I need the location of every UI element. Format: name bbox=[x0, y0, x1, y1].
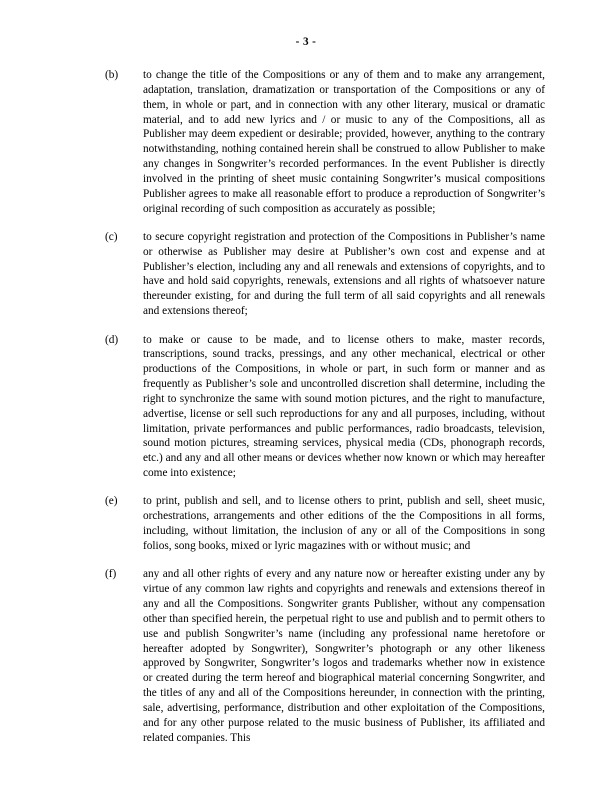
clause-item-e bbox=[105, 494, 545, 553]
clause-text-c: to secure copyright registration and protection of the Compositions in Publisher’s name or otherwise as Publisher may desire at Publisher’s own cost and expense and at Publisher’s election, including any and all renewals and extensions of copyrights, and to have and hold said copyrights, renewals, extensions and all rights of whatsoever nature thereunder existing, for and during the full term of all said copyrights and all renewals and extensions thereof; bbox=[143, 230, 545, 318]
clause-text-b: to change the title of the Compositions or any of them and to make any arrangement, adaptation, translation, dramatization or transportation of the Compositions or any of them, in whole or part, and in connection with any other literary, musical or dramatic material, and to add new lyrics and / or music to any of the Compositions, all as Publisher may deem expedient or desirable; provided, however, anything to the contrary notwithstanding, nothing contained herein shall be construed to allow Publisher to make any changes in Songwriter’s recorded performances. In the event Publisher is directly involved in the printing of sheet music containing Songwriter’s musical compositions Publisher agrees to make all reasonable effort to produce a reproduction of Songwriter’s original recording of such composition as accurately as possible; bbox=[143, 69, 545, 215]
clause-list bbox=[105, 68, 545, 745]
clause-text-f: any and all other rights of every and any nature now or hereafter existing under any by virtue of any common law rights and copyrights and renewals and extensions thereof in any and all the Compositions. Songwriter grants Publisher, without any compensation other than specified herein, the perpetual right to use and publish and to permit others to use and publish Songwriter’s name (including any professional name heretofore or hereafter adopted by Songwriter), Songwriter’s photograph or any other likeness approved by Songwriter, Songwriter’s logos and trademarks whether now in existence or created during the term hereof and biographical material concerning Songwriter, and the titles of any and all of the Compositions hereunder, in connection with the printing, sale, advertising, performance, distribution and other exploitation of the Compositions, and for any other purpose related to the music business of Publisher, its affiliated and related companies. This bbox=[143, 568, 545, 744]
clause-label-e: (e) bbox=[105, 495, 118, 508]
clause-label-c: (c) bbox=[105, 230, 118, 243]
clause-item-b bbox=[105, 68, 545, 216]
clause-text-e: to print, publish and sell, and to license others to print, publish and sell, sheet music, orchestrations, arrangements and other editions of the the Compositions in all forms, including, without limitation, the inclusion of any or all of the Compositions in song folios, song books, mixed or lyric magazines with or without music; and bbox=[143, 495, 545, 552]
clause-label-b: (b) bbox=[105, 69, 119, 81]
clause-item-c bbox=[105, 230, 545, 319]
clause-text-d: to make or cause to be made, and to license others to make, master records, transcriptions, sound tracks, pressings, and any other mechanical, electrical or other productions of the Compositions, in whole or part, in such form or manner and as frequently as Publisher’s sole and uncontrolled discretion shall determine, including the right to synchronize the same with sound motion pictures, and the right to manufacture, advertise, license or sell such reproductions for any and all purposes, including, without limitation, private performances and public performances, radio broadcasts, television, sound motion pictures, streaming services, physical media (CDs, phonograph records, etc.) and any and all other means or devices whether now known or which may hereafter come into existence; bbox=[143, 333, 545, 480]
page-number-header: - 3 - bbox=[295, 36, 317, 48]
clause-item-f bbox=[105, 567, 545, 745]
clause-label-f: (f) bbox=[105, 568, 117, 581]
clause-label-d: (d) bbox=[105, 333, 119, 346]
clause-item-d bbox=[105, 333, 545, 481]
